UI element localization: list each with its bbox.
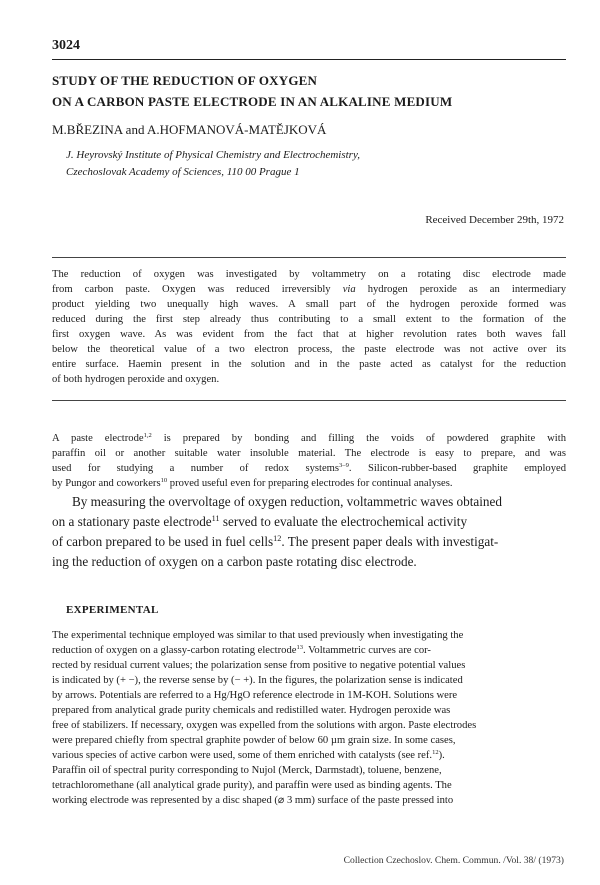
experimental-paragraph [52, 628, 566, 808]
abstract [52, 267, 566, 387]
title-line: ON A CARBON PASTE ELECTRODE IN AN ALKALINE MEDIUM [52, 94, 453, 109]
experimental-line: reduction of oxygen on a glassy-carbon rotating electrode$^{13}$. Voltammetric curves are cor- [52, 644, 431, 656]
abstract-bottom-rule [52, 400, 566, 401]
experimental-line: by arrows. Potentials are referred to a Hg/HgO reference electrode in 1M-KOH. Solutions were [52, 690, 458, 701]
experimental-line: working electrode was represented by a disc shaped (⌀ 3 mm) surface of the paste pressed into [52, 795, 454, 806]
abstract-line: product yielding two unequally high waves. A small part of the hydrogen peroxide formed was [52, 299, 566, 310]
article-title [52, 70, 572, 112]
experimental-line: prepared from analytical grade purity chemicals and redistilled water. Hydrogen peroxide was [52, 705, 451, 716]
intro-line: by Pungor and coworkers$^{10}$ proved useful even for preparing electrodes for continual analyses. [52, 477, 453, 489]
intro-paragraph [52, 431, 566, 491]
experimental-line: The experimental technique employed was similar to that used previously when investigating the [52, 630, 464, 641]
body-paragraph [52, 492, 566, 572]
experimental-line: rected by residual current values; the polarization sense from positive to negative potential values [52, 660, 466, 671]
journal-footer: Collection Czechoslov. Chem. Commun. /Vol. 38/ (1973) [343, 855, 564, 866]
abstract-top-rule [52, 257, 566, 258]
body-line: ing the reduction of oxygen on a carbon paste rotating disc electrode. [52, 554, 417, 569]
abstract-line: The reduction of oxygen was investigated by voltammetry on a rotating disc electrode made [52, 269, 566, 280]
affiliation [66, 147, 360, 181]
received-date: Received December 29th, 1972 [425, 214, 564, 226]
affiliation-line: Czechoslovak Academy of Sciences, 110 00 Prague 1 [66, 166, 300, 178]
intro-line: paraffin oil or another suitable water insoluble material. The electrode is easy to prepare, and was [52, 448, 566, 459]
abstract-line: reduced during the first step already thus contributing to a small extent to the formation of the [52, 314, 566, 325]
body-line: on a stationary paste electrode$^{11}$ served to evaluate the electrochemical activity [52, 514, 468, 529]
abstract-line: first oxygen wave. As was evident from the fact that at higher revolution rates both waves fall [52, 329, 566, 340]
experimental-line: were prepared chiefly from spectral graphite powder of below 60 µm grain size. In some cases, [52, 735, 456, 746]
abstract-line: below the theoretical value of a two electron process, the paste electrode was not active over its [52, 344, 566, 355]
experimental-line: is indicated by (+ −), the reverse sense by (− +). In the figures, the polarization sense is indicated [52, 675, 463, 686]
abstract-line: from carbon paste. Oxygen was reduced irreversibly via hydrogen peroxide as an intermediary [52, 284, 566, 295]
abstract-line: of both hydrogen peroxide and oxygen. [52, 374, 220, 385]
experimental-line: Paraffin oil of spectral purity corresponding to Nujol (Merck, Darmstadt), toluene, benzene, [52, 765, 442, 776]
body-line: of carbon prepared to be used in fuel cells$^{12}$. The present paper deals with investigat- [52, 534, 499, 549]
experimental-line: various species of active carbon were used, some of them enriched with catalysts (see ref.$^{12}$). [52, 749, 445, 761]
experimental-line: free of stabilizers. If necessary, oxygen was expelled from the solutions with argon. Paste electrodes [52, 720, 477, 731]
intro-line: used for studying a number of redox systems$^{3-9}$. Silicon-rubber-based graphite employed [52, 462, 566, 474]
experimental-line: tetrachloromethane (all analytical grade purity), and paraffin were used as binding agents. The [52, 780, 452, 791]
intro-line: A paste electrode$^{1,2}$ is prepared by bonding and filling the voids of powdered graphite with [52, 432, 566, 444]
section-heading-experimental: EXPERIMENTAL [66, 604, 159, 616]
authors: M.BŘEZINA and A.HOFMANOVÁ-MATĚJKOVÁ [52, 122, 327, 137]
page-number: 3024 [52, 38, 80, 53]
body-line: By measuring the overvoltage of oxygen reduction, voltammetric waves obtained [72, 494, 502, 509]
affiliation-line: J. Heyrovský Institute of Physical Chemistry and Electrochemistry, [66, 149, 360, 161]
header-rule [52, 59, 566, 60]
abstract-line: entire surface. Haemin present in the solution and in the paste acted as catalyst for the reduction [52, 359, 566, 370]
title-line: STUDY OF THE REDUCTION OF OXYGEN [52, 73, 318, 88]
